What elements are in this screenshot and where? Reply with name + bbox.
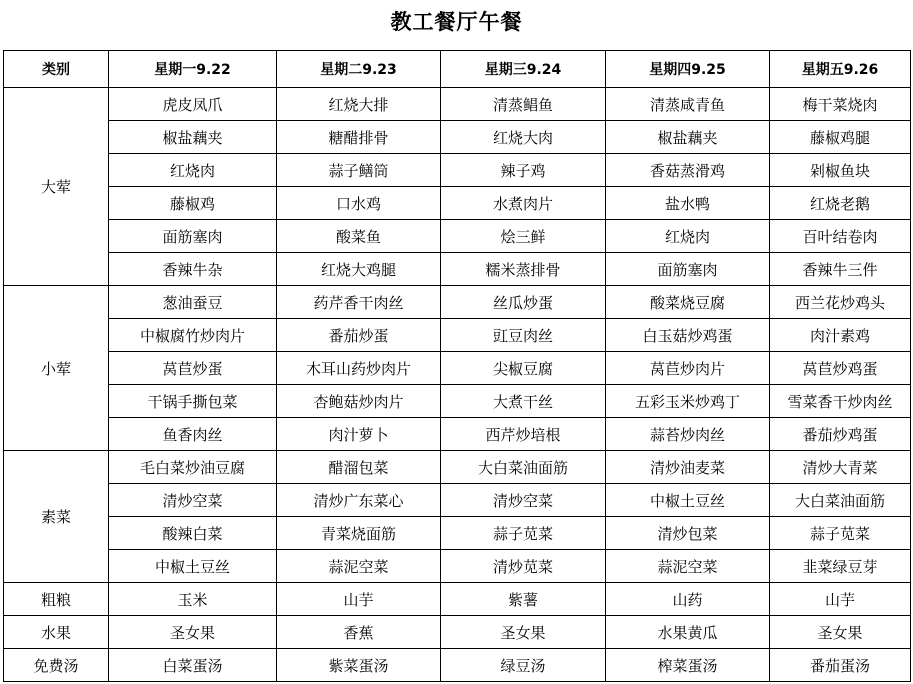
- table-row: [4, 220, 911, 253]
- table-row: [4, 583, 911, 616]
- dish-cell-tuesday: 蒜泥空菜: [277, 550, 441, 583]
- dish-cell-wednesday: 西芹炒培根: [441, 418, 606, 451]
- dish-cell-friday: 肉汁素鸡: [770, 319, 911, 352]
- dish-cell-monday: 藤椒鸡: [109, 187, 277, 220]
- table-row: [4, 616, 911, 649]
- dish-cell-thursday: 莴苣炒肉片: [606, 352, 770, 385]
- dish-cell-monday: 红烧肉: [109, 154, 277, 187]
- dish-cell-friday: 蒜子苋菜: [770, 517, 911, 550]
- dish-cell-tuesday: 药芹香干肉丝: [277, 286, 441, 319]
- table-row: [4, 451, 911, 484]
- dish-cell-tuesday: 醋溜包菜: [277, 451, 441, 484]
- menu-table: [3, 50, 911, 682]
- dish-cell-friday: 番茄炒鸡蛋: [770, 418, 911, 451]
- dish-cell-wednesday: 圣女果: [441, 616, 606, 649]
- dish-cell-thursday: 五彩玉米炒鸡丁: [606, 385, 770, 418]
- dish-cell-thursday: 白玉菇炒鸡蛋: [606, 319, 770, 352]
- dish-cell-wednesday: 大煮干丝: [441, 385, 606, 418]
- table-row: [4, 385, 911, 418]
- dish-cell-tuesday: 酸菜鱼: [277, 220, 441, 253]
- dish-cell-friday: 藤椒鸡腿: [770, 121, 911, 154]
- dish-cell-monday: 毛白菜炒油豆腐: [109, 451, 277, 484]
- dish-cell-wednesday: 红烧大肉: [441, 121, 606, 154]
- menu-body: [4, 88, 911, 682]
- table-row: [4, 550, 911, 583]
- dish-cell-friday: 梅干菜烧肉: [770, 88, 911, 121]
- dish-cell-tuesday: 红烧大排: [277, 88, 441, 121]
- dish-cell-friday: 百叶结卷肉: [770, 220, 911, 253]
- table-row: [4, 319, 911, 352]
- dish-cell-friday: 清炒大青菜: [770, 451, 911, 484]
- dish-cell-monday: 干锅手撕包菜: [109, 385, 277, 418]
- dish-cell-thursday: 中椒土豆丝: [606, 484, 770, 517]
- dish-cell-friday: 雪菜香干炒肉丝: [770, 385, 911, 418]
- dish-cell-thursday: 椒盐藕夹: [606, 121, 770, 154]
- header-day-friday: 星期五9.26: [770, 51, 911, 88]
- dish-cell-wednesday: 水煮肉片: [441, 187, 606, 220]
- dish-cell-thursday: 香菇蒸滑鸡: [606, 154, 770, 187]
- table-row: [4, 286, 911, 319]
- dish-cell-monday: 酸辣白菜: [109, 517, 277, 550]
- dish-cell-wednesday: 蒜子苋菜: [441, 517, 606, 550]
- dish-cell-monday: 鱼香肉丝: [109, 418, 277, 451]
- dish-cell-thursday: 蒜泥空菜: [606, 550, 770, 583]
- dish-cell-tuesday: 肉汁萝卜: [277, 418, 441, 451]
- header-day-thursday: 星期四9.25: [606, 51, 770, 88]
- header-day-monday: 星期一9.22: [109, 51, 277, 88]
- dish-cell-friday: 圣女果: [770, 616, 911, 649]
- dish-cell-monday: 圣女果: [109, 616, 277, 649]
- category-cell: 大荤: [4, 88, 109, 286]
- dish-cell-monday: 玉米: [109, 583, 277, 616]
- dish-cell-wednesday: 紫薯: [441, 583, 606, 616]
- dish-cell-thursday: 面筋塞肉: [606, 253, 770, 286]
- dish-cell-wednesday: 烩三鲜: [441, 220, 606, 253]
- category-cell: 免费汤: [4, 649, 109, 682]
- dish-cell-thursday: 蒜苔炒肉丝: [606, 418, 770, 451]
- dish-cell-wednesday: 糯米蒸排骨: [441, 253, 606, 286]
- dish-cell-tuesday: 红烧大鸡腿: [277, 253, 441, 286]
- dish-cell-friday: 番茄蛋汤: [770, 649, 911, 682]
- dish-cell-wednesday: 辣子鸡: [441, 154, 606, 187]
- dish-cell-wednesday: 绿豆汤: [441, 649, 606, 682]
- dish-cell-friday: 香辣牛三件: [770, 253, 911, 286]
- table-row: [4, 484, 911, 517]
- dish-cell-monday: 虎皮凤爪: [109, 88, 277, 121]
- dish-cell-thursday: 水果黄瓜: [606, 616, 770, 649]
- dish-cell-friday: 莴苣炒鸡蛋: [770, 352, 911, 385]
- category-cell: 小荤: [4, 286, 109, 451]
- dish-cell-tuesday: 糖醋排骨: [277, 121, 441, 154]
- dish-cell-monday: 葱油蚕豆: [109, 286, 277, 319]
- dish-cell-thursday: 清炒油麦菜: [606, 451, 770, 484]
- dish-cell-wednesday: 豇豆肉丝: [441, 319, 606, 352]
- dish-cell-monday: 中椒土豆丝: [109, 550, 277, 583]
- dish-cell-tuesday: 口水鸡: [277, 187, 441, 220]
- header-day-tuesday: 星期二9.23: [277, 51, 441, 88]
- dish-cell-tuesday: 杏鲍菇炒肉片: [277, 385, 441, 418]
- dish-cell-thursday: 盐水鸭: [606, 187, 770, 220]
- table-row: [4, 253, 911, 286]
- table-row: [4, 352, 911, 385]
- dish-cell-wednesday: 尖椒豆腐: [441, 352, 606, 385]
- dish-cell-wednesday: 清炒苋菜: [441, 550, 606, 583]
- dish-cell-monday: 面筋塞肉: [109, 220, 277, 253]
- table-row: [4, 517, 911, 550]
- dish-cell-thursday: 榨菜蛋汤: [606, 649, 770, 682]
- dish-cell-wednesday: 清炒空菜: [441, 484, 606, 517]
- dish-cell-tuesday: 蒜子鳝筒: [277, 154, 441, 187]
- dish-cell-wednesday: 丝瓜炒蛋: [441, 286, 606, 319]
- table-row: [4, 418, 911, 451]
- dish-cell-friday: 剁椒鱼块: [770, 154, 911, 187]
- dish-cell-tuesday: 香蕉: [277, 616, 441, 649]
- dish-cell-tuesday: 紫菜蛋汤: [277, 649, 441, 682]
- dish-cell-monday: 白菜蛋汤: [109, 649, 277, 682]
- dish-cell-tuesday: 番茄炒蛋: [277, 319, 441, 352]
- category-cell: 素菜: [4, 451, 109, 583]
- dish-cell-monday: 椒盐藕夹: [109, 121, 277, 154]
- table-row: [4, 154, 911, 187]
- dish-cell-friday: 红烧老鹅: [770, 187, 911, 220]
- dish-cell-thursday: 酸菜烧豆腐: [606, 286, 770, 319]
- dish-cell-friday: 韭菜绿豆芽: [770, 550, 911, 583]
- table-row: [4, 187, 911, 220]
- table-row: [4, 121, 911, 154]
- dish-cell-thursday: 山药: [606, 583, 770, 616]
- dish-cell-monday: 莴苣炒蛋: [109, 352, 277, 385]
- dish-cell-thursday: 清蒸咸青鱼: [606, 88, 770, 121]
- table-row: [4, 88, 911, 121]
- dish-cell-friday: 山芋: [770, 583, 911, 616]
- dish-cell-monday: 中椒腐竹炒肉片: [109, 319, 277, 352]
- dish-cell-monday: 香辣牛杂: [109, 253, 277, 286]
- category-cell: 水果: [4, 616, 109, 649]
- header-category: 类别: [4, 51, 109, 88]
- dish-cell-wednesday: 大白菜油面筋: [441, 451, 606, 484]
- header-row: [4, 51, 911, 88]
- dish-cell-thursday: 红烧肉: [606, 220, 770, 253]
- dish-cell-monday: 清炒空菜: [109, 484, 277, 517]
- dish-cell-tuesday: 清炒广东菜心: [277, 484, 441, 517]
- table-row: [4, 649, 911, 682]
- dish-cell-wednesday: 清蒸鲳鱼: [441, 88, 606, 121]
- dish-cell-tuesday: 青菜烧面筋: [277, 517, 441, 550]
- dish-cell-tuesday: 山芋: [277, 583, 441, 616]
- header-day-wednesday: 星期三9.24: [441, 51, 606, 88]
- page-title: 教工餐厅午餐: [390, 10, 523, 34]
- dish-cell-thursday: 清炒包菜: [606, 517, 770, 550]
- dish-cell-friday: 西兰花炒鸡头: [770, 286, 911, 319]
- dish-cell-tuesday: 木耳山药炒肉片: [277, 352, 441, 385]
- category-cell: 粗粮: [4, 583, 109, 616]
- dish-cell-friday: 大白菜油面筋: [770, 484, 911, 517]
